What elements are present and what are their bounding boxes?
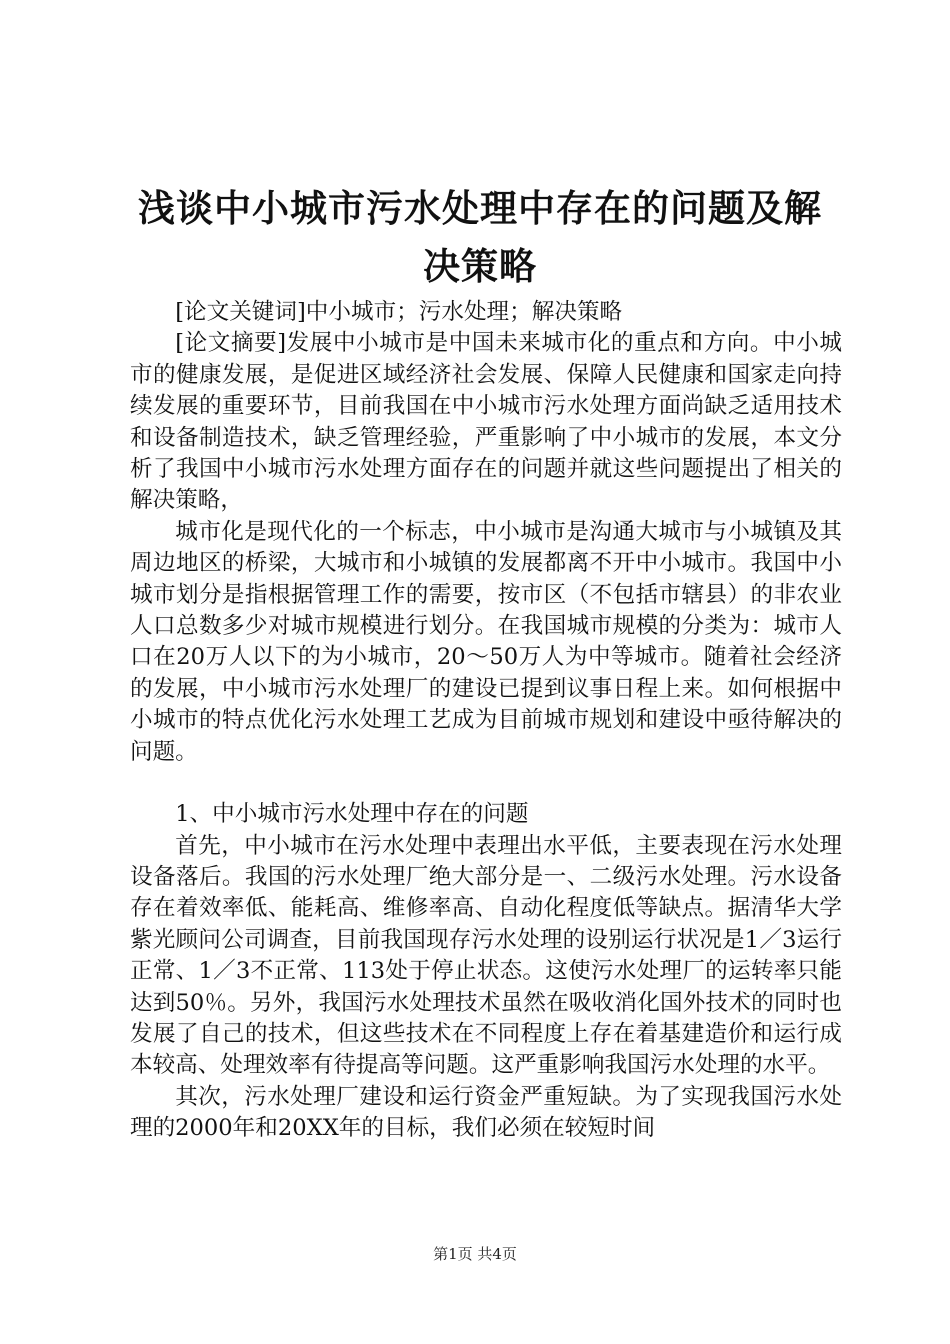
paragraph-gap [130, 768, 842, 799]
keywords-line: [论文关键词]中小城市；污水处理；解决策略 [175, 299, 623, 325]
section-heading: 1、中小城市污水处理中存在的问题 [175, 801, 529, 828]
abstract-paragraph: [论文摘要]发展中小城市是中国未来城市化的重点和方向。中小城市的健康发展，是促进区域经济社会发展、保障人民健康和国家走向持续发展的重要环节，目前我国在中小城市污水处理方面尚缺乏适用技术和设备制造技术，缺乏管理经验，严重影响了中小城市的发展，本文分析了我国中小城市污水处理方面存在的问题并就这些问题提出了相关的解决策略， [130, 330, 842, 514]
page-footer: 第1页 共4页 [433, 1245, 517, 1263]
section-paragraph-2: 其次，污水处理厂建设和运行资金严重短缺。为了实现我国污水处理的2000年和20XX年的目标，我们必须在较短时间 [130, 1083, 842, 1142]
document-body [130, 297, 842, 1145]
document-title: 浅谈中小城市污水处理中存在的问题及解决策略 [138, 187, 822, 288]
intro-paragraph: 城市化是现代化的一个标志，中小城市是沟通大城市与小城镇及其周边地区的桥梁，大城市和小城镇的发展都离不开中小城市。我国中小城市划分是指根据管理工作的需要，按市区（不包括市辖县）的非农业人口总数多少对城市规模进行划分。在我国城市规模的分类为：城市人口在20万人以下的为小城市，20～50万人为中等城市。随着社会经济的发展，中小城市污水处理厂的建设已提到议事日程上来。如何根据中小城市的特点优化污水处理工艺成为目前城市规划和建设中亟待解决的问题。 [130, 518, 842, 765]
section-paragraph-1: 首先，中小城市在污水处理中表理出水平低，主要表现在污水处理设备落后。我国的污水处理厂绝大部分是一、二级污水处理。污水设备存在着效率低、能耗高、维修率高、自动化程度低等缺点。据清华大学紫光顾问公司调查，目前我国现存污水处理的设别运行状况是1／3运行正常、1／3不正常、113处于停止状态。这使污水处理厂的运转率只能达到50％。另外，我国污水处理技术虽然在吸收消化国外技术的同时也发展了自己的技术，但这些技术在不同程度上存在着基建造价和运行成本较高、处理效率有待提高等问题。这严重影响我国污水处理的水平。 [130, 832, 842, 1079]
